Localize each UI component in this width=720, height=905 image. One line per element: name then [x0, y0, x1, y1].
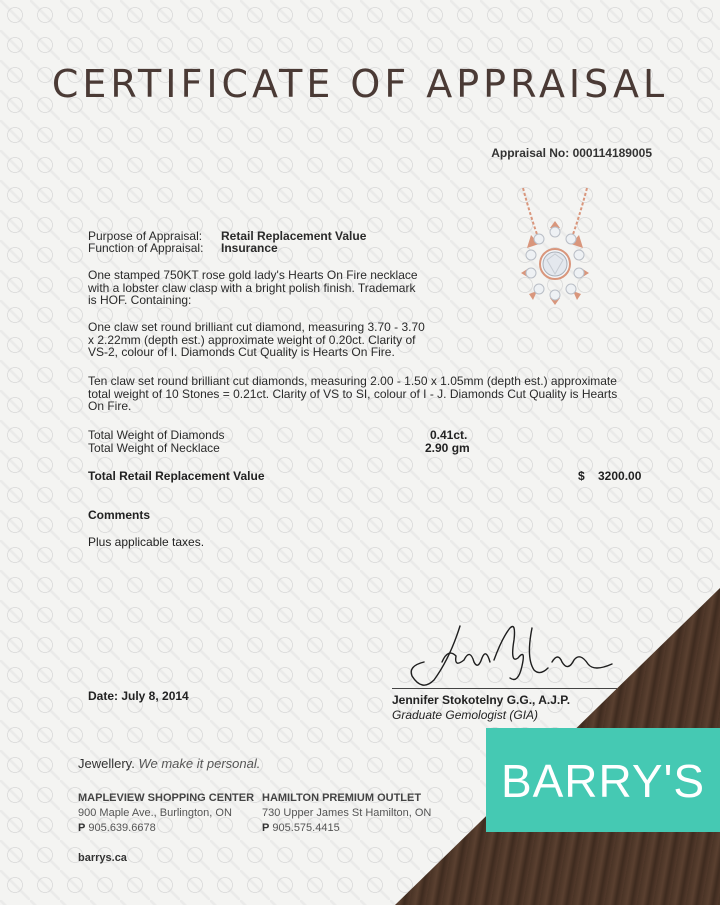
description-line: total weight of 10 Stones = 0.21ct. Clarity of VS to SI, colour of I - J. Diamonds Cut Quality is Hearts — [88, 386, 618, 401]
total-value-label: Total Retail Replacement Value — [88, 469, 265, 483]
tagline-lead: Jewellery. — [78, 756, 135, 771]
store-address-hamilton: 730 Upper James St Hamilton, ON — [262, 807, 432, 819]
necklace-image — [505, 188, 605, 318]
appraiser-name: Jennifer Stokotelny G.G., A.J.P. — [392, 693, 571, 707]
certificate-title: CERTIFICATE OF APPRAISAL — [51, 62, 669, 106]
store-address-mapleview: 900 Maple Ave., Burlington, ON — [78, 807, 232, 819]
function-row — [88, 241, 278, 255]
purpose-label: Purpose of Appraisal: — [88, 229, 203, 243]
purpose-value: Retail Replacement Value — [221, 229, 367, 243]
comments-heading: Comments — [88, 508, 151, 522]
signature-line — [392, 688, 617, 689]
description-line: One stamped 750KT rose gold lady's Hearts On Fire necklace — [88, 268, 418, 282]
necklace-weight-value: 2.90 gm — [425, 441, 470, 455]
appraisal-date: Date: July 8, 2014 — [88, 689, 189, 703]
description-line: Ten claw set round brilliant cut diamonds, measuring 2.00 - 1.50 x 1.05mm (depth est.) approximate — [88, 374, 617, 388]
description-line: with a lobster claw clasp with a bright polish finish. Trademark — [88, 280, 416, 295]
store-phone-mapleview — [78, 822, 156, 834]
description-line: One claw set round brilliant cut diamond, measuring 3.70 - 3.70 — [88, 320, 425, 334]
phone-number: 905.575.4415 — [272, 822, 340, 834]
description-line: x 2.22mm (depth est.) approximate weight of 0.20ct. Clarity of — [88, 332, 416, 347]
description-line: VS-2, colour of I. Diamonds Cut Quality is Hearts On Fire. — [88, 345, 395, 359]
brand-logo-box — [486, 728, 720, 832]
function-label: Function of Appraisal: — [88, 241, 204, 255]
diamonds-weight-label: Total Weight of Diamonds — [88, 428, 225, 442]
store-phone-hamilton — [262, 822, 340, 834]
tagline — [78, 756, 260, 771]
appraisal-number: Appraisal No: 000114189005 — [491, 146, 652, 160]
description-line: is HOF. Containing: — [88, 293, 192, 307]
tagline-rest: We make it personal. — [138, 756, 261, 771]
website-link[interactable]: barrys.ca — [78, 852, 127, 864]
appraiser-signature — [402, 618, 622, 688]
description-paragraph — [88, 269, 418, 307]
function-value: Insurance — [221, 241, 278, 255]
center-diamond-paragraph — [88, 321, 425, 359]
side-diamonds-paragraph — [88, 375, 617, 413]
necklace-weight-label: Total Weight of Necklace — [88, 441, 220, 455]
total-value-amount: $ 3200.00 — [578, 469, 642, 483]
diamonds-weight-value: 0.41ct. — [430, 428, 468, 442]
comments-text: Plus applicable taxes. — [88, 535, 205, 549]
brand-logo: BARRY'S — [500, 755, 706, 807]
appraiser-title: Graduate Gemologist (GIA) — [392, 708, 539, 722]
phone-number: 905.639.6678 — [88, 822, 156, 834]
store-name-mapleview: MAPLEVIEW SHOPPING CENTER — [78, 792, 255, 804]
store-name-hamilton: HAMILTON PREMIUM OUTLET — [262, 792, 422, 804]
description-line: On Fire. — [88, 399, 132, 413]
phone-label: P — [78, 822, 86, 834]
phone-label: P — [262, 822, 270, 834]
